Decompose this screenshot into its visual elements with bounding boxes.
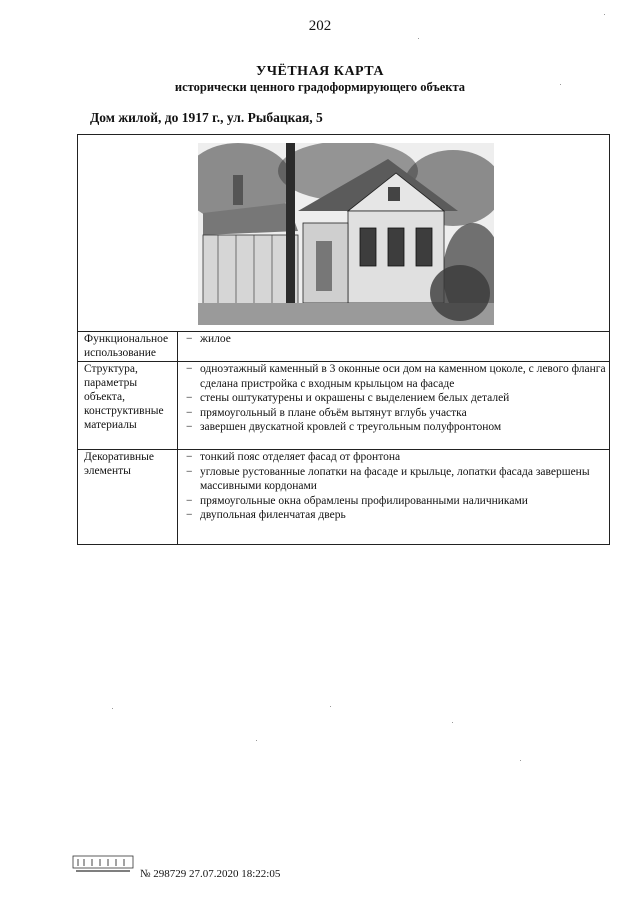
list-item — [182, 450, 609, 465]
list-item — [182, 508, 609, 523]
table-row-function — [78, 331, 609, 362]
list-item — [182, 391, 609, 406]
list-item-text: тонкий пояс отделяет фасад от фронтона — [200, 451, 401, 463]
record-card-table — [77, 134, 610, 545]
dash: − — [186, 333, 193, 345]
list-item — [182, 420, 609, 435]
list-item-text: завершен двускатной кровлей с треугольным полуфронтоном — [200, 421, 502, 434]
card-title: УЧЁТНАЯ КАРТА — [255, 64, 385, 79]
list-item-text: прямоугольный в плане объём вытянут вглубь участка — [200, 406, 467, 419]
row-label: Структура, параметры объекта, конструктивные материалы — [78, 361, 178, 449]
dash: − — [186, 509, 193, 522]
scan-speck — [330, 706, 331, 707]
list-item-text: стены оштукатурены и окрашены с выделением белых деталей — [200, 392, 510, 405]
list-item — [182, 406, 609, 421]
list-item-text: жилое — [200, 333, 231, 345]
list-item — [182, 332, 609, 347]
scan-speck — [520, 760, 521, 761]
scan-speck — [256, 740, 257, 741]
table-row-decor — [78, 449, 609, 544]
dash: − — [186, 494, 193, 507]
list-item-text: двупольная филенчатая дверь — [200, 509, 346, 522]
scan-speck — [418, 38, 419, 39]
dash: − — [186, 363, 193, 375]
scan-speck — [452, 722, 453, 723]
dash: − — [186, 406, 193, 419]
table-row-structure — [78, 361, 609, 450]
card-subtitle: исторически ценного градоформирующего объекта — [174, 80, 466, 94]
registry-stamp-icon — [72, 855, 134, 873]
document-footer: № 298729 27.07.2020 18:22:05 — [140, 868, 281, 880]
scan-speck — [604, 14, 605, 15]
row-content — [178, 331, 609, 347]
dash: − — [186, 465, 193, 478]
dash: − — [186, 421, 193, 434]
dash: − — [186, 451, 193, 463]
list-item-text: угловые рустованные лопатки на фасаде и крыльце, лопатки фасада завершены массивными кордонами — [200, 465, 590, 493]
list-item-text: одноэтажный каменный в 3 оконные оси дом на каменном цоколе, с левого фланга сделана пристройка с входным крыльцом на фасаде — [200, 363, 606, 390]
row-label: Декоративные элементы — [78, 449, 178, 544]
photo-cell — [78, 135, 609, 332]
object-heading: Дом жилой, до 1917 г., ул. Рыбацкая, 5 — [90, 110, 323, 125]
dash: − — [186, 392, 193, 405]
list-item — [182, 494, 609, 509]
list-item — [182, 465, 609, 494]
row-content — [178, 449, 609, 523]
list-item — [182, 362, 609, 391]
house-photo — [198, 143, 494, 325]
page-number: 202 — [308, 18, 332, 34]
row-label: Функциональное использование — [78, 331, 178, 361]
scan-speck — [112, 708, 113, 709]
row-content — [178, 361, 609, 435]
scan-speck — [560, 84, 561, 85]
list-item-text: прямоугольные окна обрамлены профилированными наличниками — [200, 494, 528, 507]
